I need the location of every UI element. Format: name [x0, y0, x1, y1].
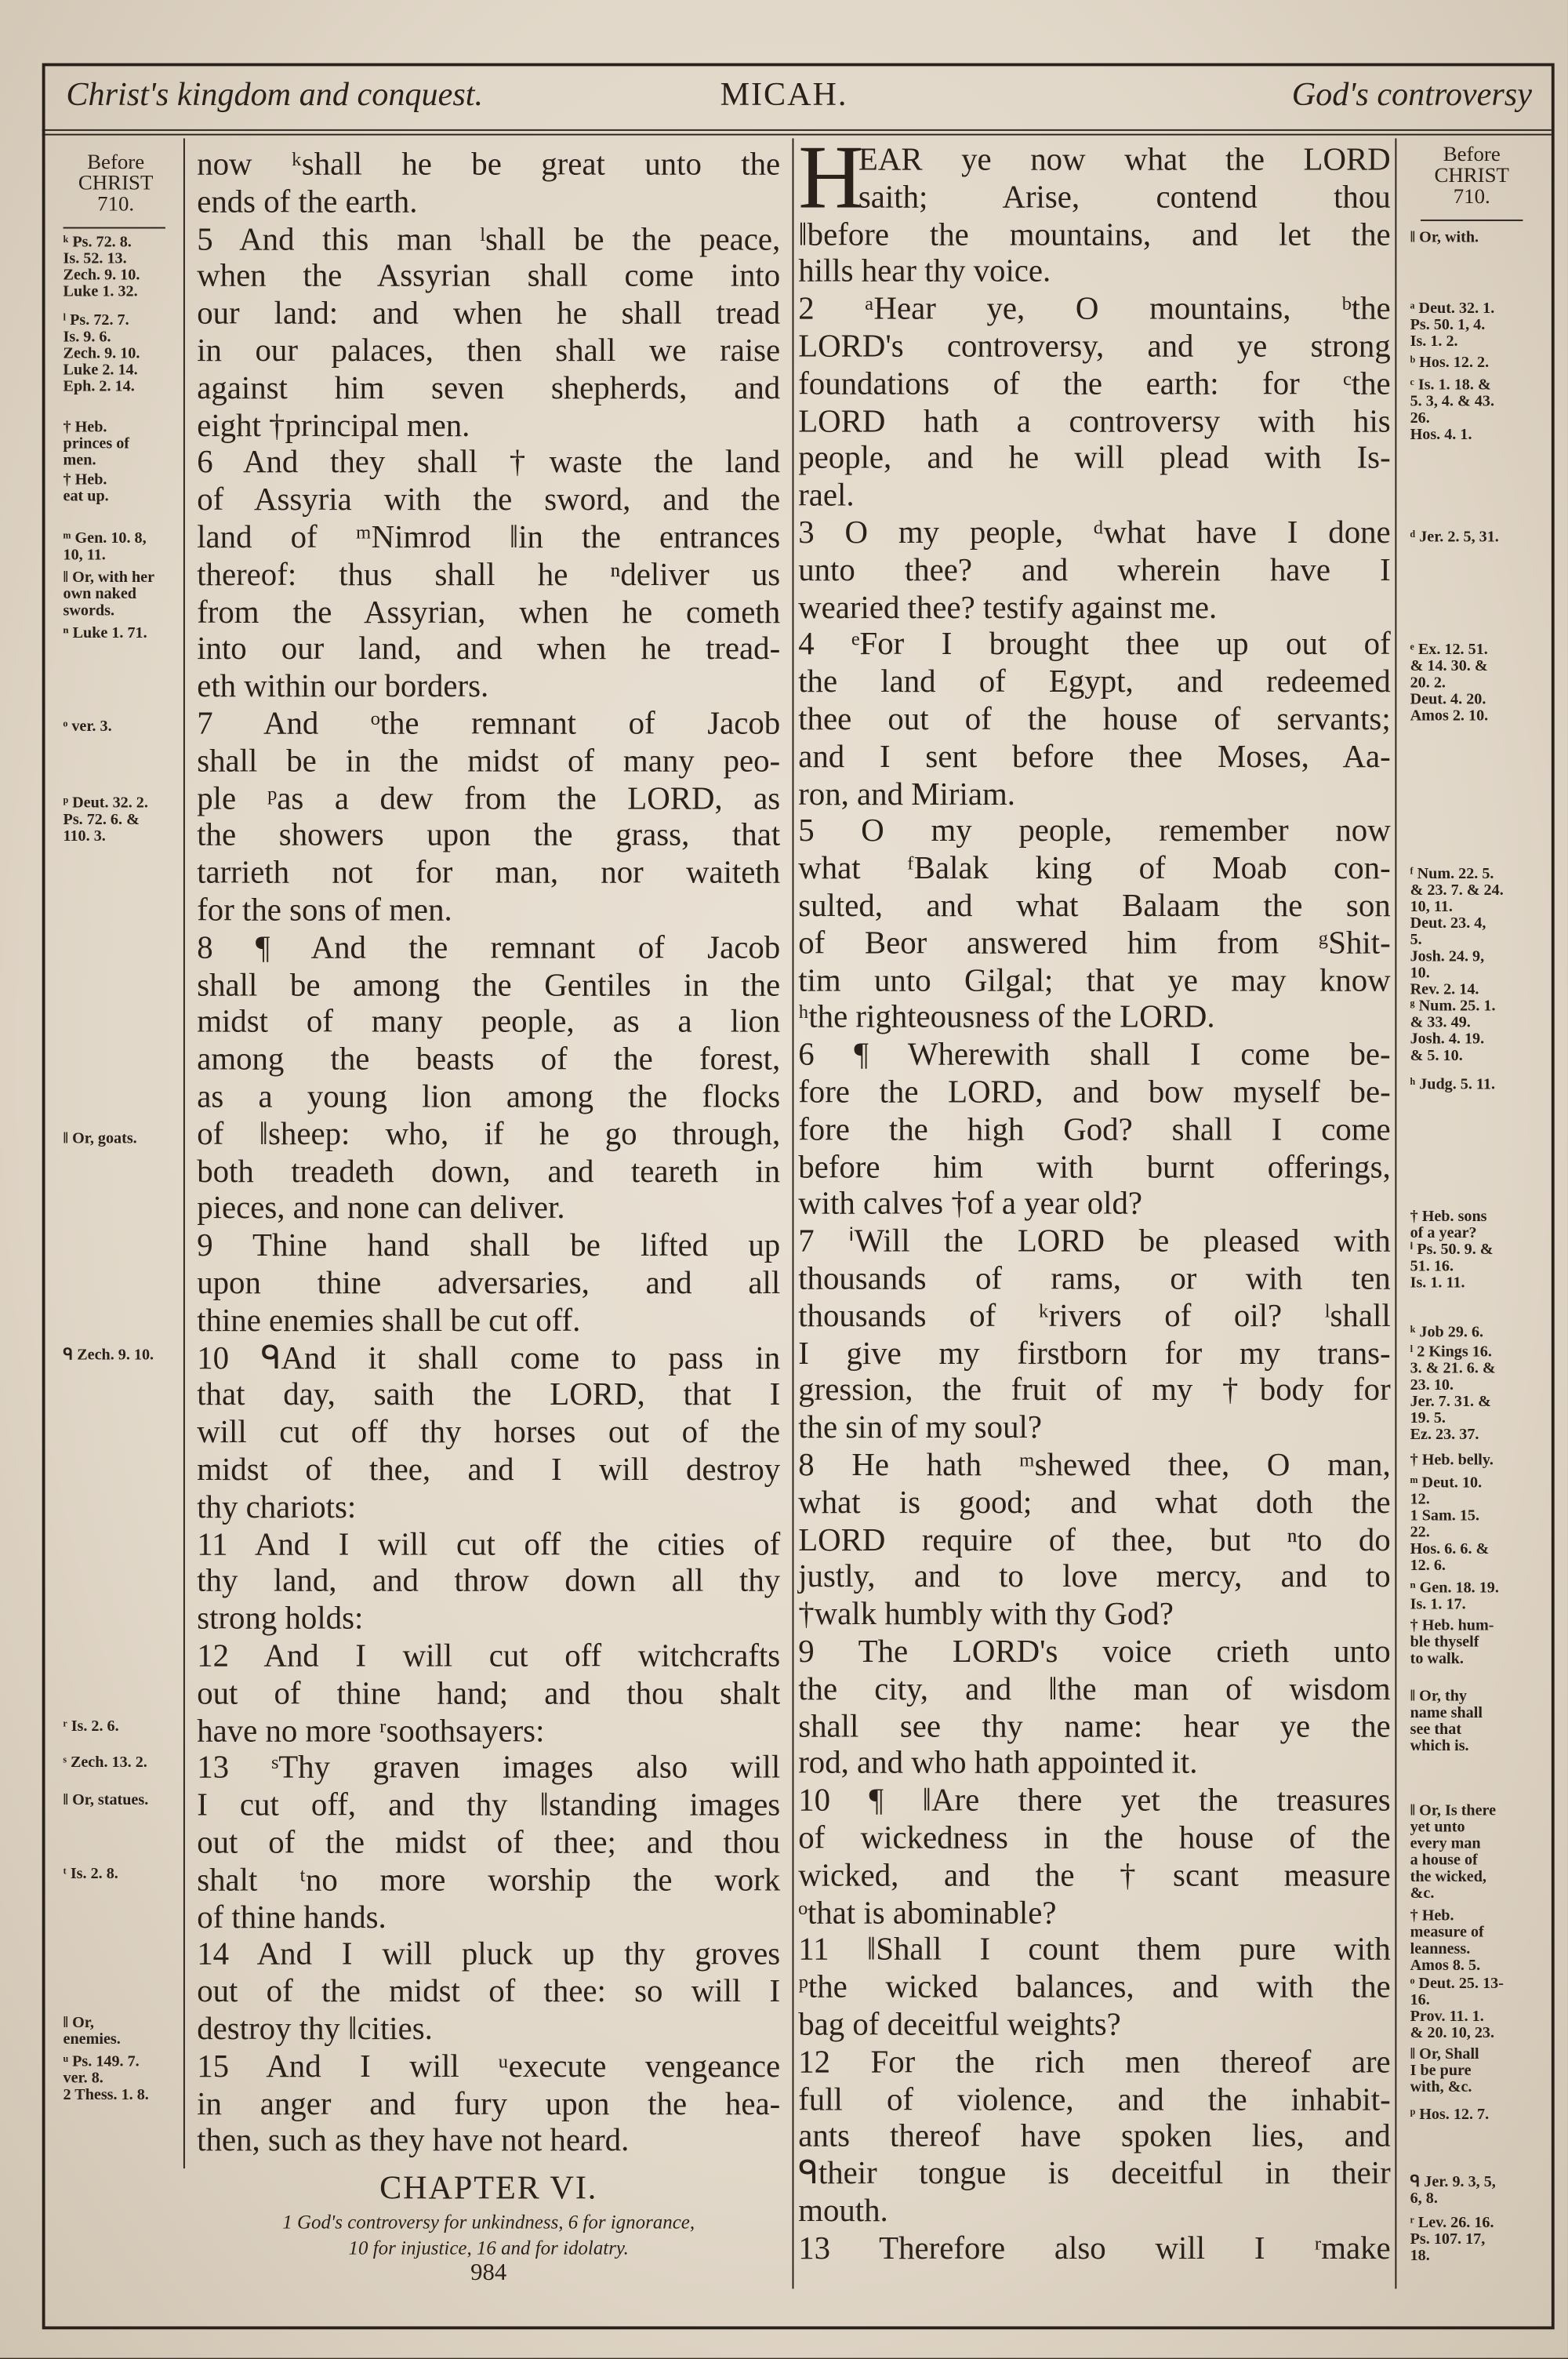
text-line: I give my firstborn for my trans-	[798, 1334, 1391, 1371]
text-line: 15 And I will ᵘexecute vengeance	[197, 2048, 781, 2085]
text-line: land of ᵐNimrod ‖in the entrances	[197, 518, 781, 555]
text-line: 6 ¶ Wherewith shall I come be-	[798, 1036, 1391, 1073]
text-line: 11 And I will cut off the cities of	[197, 1525, 781, 1562]
text-line: thee out of the house of servants;	[798, 700, 1391, 737]
column-divider	[183, 138, 185, 2168]
text-line: rod, and who hath appointed it.	[798, 1745, 1198, 1782]
text-line: out of thine hand; and thou shalt	[197, 1674, 781, 1711]
text-line: foundations of the earth: for ᶜthe	[798, 365, 1391, 402]
column-divider	[1395, 138, 1396, 2288]
text-line: of ‖sheep: who, if he go through,	[197, 1115, 781, 1152]
text-line: out of the midst of thee; and thou	[197, 1823, 781, 1860]
text-line: ᑫtheir tongue is deceitful in their	[798, 2155, 1391, 2192]
text-line: shalt ᵗno more worship the work	[197, 1861, 781, 1898]
text-line: 8 He hath ᵐshewed thee, O man,	[798, 1446, 1391, 1483]
margin-reference: † Heb. princes of men.	[63, 419, 129, 470]
text-line: out of the midst of thee: so will I	[197, 1973, 781, 2010]
text-line: of wickedness in the house of the	[798, 1819, 1391, 1856]
text-line: what is good; and what doth the	[798, 1484, 1391, 1521]
margin-reference: ⁿ Gen. 18. 19. Is. 1. 17.	[1410, 1580, 1499, 1614]
margin-reference: ᵍ Num. 25. 1. & 33. 49. Josh. 4. 19. & 5. 10.	[1410, 998, 1496, 1065]
text-line: have no more ʳsoothsayers:	[197, 1712, 545, 1749]
margin-reference: ᶜ Is. 1. 18. & 5. 3, 4. & 43. 26. Hos. 4. 1.	[1410, 377, 1494, 444]
margin-reference: ᵈ Jer. 2. 5, 31.	[1410, 529, 1499, 547]
margin-reference: † Heb. measure of leanness. Amos 8. 5.	[1410, 1908, 1484, 1975]
margin-reference: ᵖ Hos. 12. 7.	[1410, 2106, 1490, 2124]
text-line: LORD's controversy, and ye strong	[798, 328, 1391, 365]
text-line: pieces, and none can deliver.	[197, 1190, 565, 1227]
text-line: when the Assyrian shall come into	[197, 257, 781, 294]
era-label-right: Before CHRIST 710.	[1434, 144, 1509, 209]
text-line: 2 ᵃHear ye, O mountains, ᵇthe	[798, 290, 1391, 327]
text-line: fore the LORD, and bow myself be-	[798, 1074, 1391, 1110]
text-line: ‖before the mountains, and let the	[798, 216, 1391, 253]
book-title: MICAH.	[720, 75, 848, 113]
text-line: ron, and Miriam.	[798, 775, 1015, 812]
text-line: thy chariots:	[197, 1488, 357, 1525]
margin-reference: ᵇ Hos. 12. 2.	[1410, 354, 1490, 372]
era-rule	[1421, 220, 1523, 221]
margin-reference: ‖ Or, with.	[1410, 230, 1479, 247]
text-line: 5 O my people, remember now	[798, 812, 1391, 849]
text-line: eth within our borders.	[197, 667, 489, 704]
margin-reference: ᵒ ver. 3.	[63, 718, 112, 736]
text-line: justly, and to love mercy, and to	[798, 1558, 1391, 1595]
text-line: ᵒthat is abominable?	[798, 1894, 1057, 1931]
text-line: ple ᵖas a dew from the LORD, as	[197, 780, 781, 816]
text-line: rael.	[798, 477, 855, 514]
text-line: as a young lion among the flocks	[197, 1078, 781, 1114]
text-line: the showers upon the grass, that	[197, 816, 781, 853]
text-line: 12 And I will cut off witchcrafts	[197, 1637, 781, 1674]
margin-reference: ᵉ Ex. 12. 51. & 14. 30. & 20. 2. Deut. 4. 20. Amos 2. 10.	[1410, 642, 1489, 725]
text-line: full of violence, and the inhabit-	[798, 2081, 1391, 2117]
margin-reference: † Heb. belly.	[1410, 1452, 1494, 1470]
text-line: thousands of ᵏrivers of oil? ˡshall	[798, 1297, 1391, 1334]
text-line: 10 ᑫAnd it shall come to pass in	[197, 1339, 781, 1376]
text-line: wicked, and the †scant measure	[798, 1856, 1391, 1893]
text-line: 12 For the rich men thereof are	[798, 2043, 1391, 2080]
text-line: of thine hands.	[197, 1899, 387, 1936]
margin-reference: ⁿ Luke 1. 71.	[63, 625, 147, 642]
text-line: gression, the fruit of my †body for	[798, 1372, 1391, 1408]
margin-reference: ‖ Or, with her own naked swords.	[63, 569, 155, 620]
text-line: from the Assyrian, when he cometh	[197, 593, 781, 630]
chapter-summary-line: 10 for injustice, 16 and for idolatry.	[348, 2236, 629, 2259]
text-line: mouth.	[798, 2192, 888, 2229]
margin-reference: ‖ Or, Shall I be pure with, &c.	[1410, 2046, 1479, 2096]
era-rule	[64, 227, 165, 229]
margin-reference: ʰ Judg. 5. 11.	[1410, 1076, 1495, 1094]
chapter-heading: CHAPTER VI.	[379, 2168, 598, 2206]
text-line: 10 ¶ ‖Are there yet the treasures	[798, 1782, 1391, 1819]
drop-cap: H	[798, 127, 864, 227]
text-line: among the beasts of the forest,	[197, 1041, 781, 1078]
header-rule	[42, 129, 1552, 131]
text-line: 7 And ᵒthe remnant of Jacob	[197, 705, 781, 742]
text-line: shall see thy name: hear ye the	[798, 1707, 1391, 1744]
margin-reference: ‖ Or, goats.	[63, 1130, 137, 1148]
text-line: the city, and ‖the man of wisdom	[798, 1670, 1391, 1707]
text-line: eight †principal men.	[197, 406, 470, 443]
margin-reference: ᵐ Deut. 10. 12. 1 Sam. 15. 22. Hos. 6. 6. & 12. 6.	[1410, 1475, 1490, 1575]
margin-reference: ᶠ Num. 22. 5. & 23. 7. & 24. 10, 11. Deut. 23. 4, 5. Josh. 24. 9, 10. Rev. 2. 14.	[1410, 866, 1504, 999]
text-line: ᵖthe wicked balances, and with the	[798, 1968, 1391, 2005]
margin-reference: ‖ Or, thy name shall see that which is.	[1410, 1688, 1483, 1755]
margin-reference: ⁱ Ps. 50. 9. & 51. 16. Is. 1. 11.	[1410, 1241, 1494, 1292]
era-label-left: Before CHRIST 710.	[78, 151, 154, 217]
text-line: our land: and when he shall tread	[197, 295, 781, 332]
text-line: wearied thee? testify against me.	[798, 588, 1218, 625]
text-line: and I sent before thee Moses, Aa-	[798, 738, 1391, 775]
text-line: LORD hath a controversy with his	[798, 402, 1391, 439]
text-line: midst of many people, as a lion	[197, 1003, 781, 1040]
text-line: before him with burnt offerings,	[798, 1148, 1391, 1185]
text-line: sulted, and what Balaam the son	[798, 887, 1391, 924]
text-line: what ᶠBalak king of Moab con-	[798, 849, 1391, 886]
page-number: 984	[470, 2260, 507, 2286]
margin-reference: ᵖ Deut. 32. 2. Ps. 72. 6. & 110. 3.	[63, 795, 148, 845]
chapter-summary-line: 1 God's controversy for unkindness, 6 for ignorance,	[282, 2210, 695, 2234]
text-line: LORD require of thee, but ⁿto do	[798, 1521, 1391, 1558]
text-line: people, and he will plead with Is-	[798, 439, 1391, 476]
text-line: ants thereof have spoken lies, and	[798, 2117, 1391, 2154]
text-line: shall be among the Gentiles in the	[197, 966, 781, 1003]
text-line: the sin of my soul?	[798, 1409, 1042, 1446]
header-rule	[42, 134, 1552, 136]
text-line: strong holds:	[197, 1600, 364, 1637]
text-line: thereof: thus shall he ⁿdeliver us	[197, 556, 781, 593]
margin-reference: ʳ Lev. 26. 16. Ps. 107. 17, 18.	[1410, 2215, 1494, 2265]
margin-reference: ᵗ Is. 2. 8.	[63, 1866, 118, 1883]
text-line: I cut off, and thy ‖standing images	[197, 1787, 781, 1823]
text-line: now ᵏshall he be great unto the	[197, 145, 781, 183]
text-line: †walk humbly with thy God?	[798, 1595, 1174, 1632]
text-line: hills hear thy voice.	[798, 253, 1051, 289]
margin-reference: ᑫ Jer. 9. 3, 5, 6, 8.	[1410, 2174, 1496, 2208]
text-line: against him seven shepherds, and	[197, 369, 781, 406]
text-line: tim unto Gilgal; that ye may know	[798, 961, 1391, 998]
margin-reference: ʳ Is. 2. 6.	[63, 1718, 119, 1736]
running-head-right: God's controversy	[1291, 75, 1532, 113]
text-line: 7 ⁱWill the LORD be pleased with	[798, 1223, 1391, 1259]
text-line: of Assyria with the sword, and the	[197, 481, 781, 518]
margin-reference: ‖ Or, Is there yet unto every man a house of the wicked, &c.	[1410, 1803, 1497, 1903]
text-line: midst of thee, and I will destroy	[197, 1451, 781, 1488]
margin-reference: ᵏ Ps. 72. 8. Is. 52. 13. Zech. 9. 10. Luke 1. 32.	[63, 234, 140, 301]
text-line: for the sons of men.	[197, 892, 452, 929]
text-line: 14 And I will pluck up thy groves	[197, 1936, 781, 1972]
column-divider	[793, 138, 794, 2288]
text-line: 13 ˢThy graven images also will	[197, 1749, 781, 1786]
margin-reference: ᵒ Deut. 25. 13- 16. Prov. 11. 1. & 20. 10, 23.	[1410, 1976, 1504, 2042]
margin-reference: † Heb. sons of a year?	[1410, 1209, 1487, 1242]
margin-reference: ᵃ Deut. 32. 1. Ps. 50. 1, 4. Is. 1. 2.	[1410, 300, 1495, 351]
text-line: will cut off thy horses out of the	[197, 1413, 781, 1450]
text-line: thine enemies shall be cut off.	[197, 1302, 581, 1339]
text-line: 9 Thine hand shall be lifted up	[197, 1227, 781, 1264]
text-line: both treadeth down, and teareth in	[197, 1152, 781, 1189]
text-line: that day, saith the LORD, that I	[197, 1376, 781, 1413]
text-line: 8 ¶ And the remnant of Jacob	[197, 929, 781, 965]
margin-reference: ᵏ Job 29. 6.	[1410, 1325, 1484, 1342]
text-line: fore the high God? shall I come	[798, 1110, 1391, 1147]
text-line: 4 ᵉFor I brought thee up out of	[798, 626, 1391, 663]
margin-reference: ᵐ Gen. 10. 8, 10, 11.	[63, 530, 147, 565]
text-line: unto thee? and wherein have I	[798, 551, 1391, 588]
text-line: EAR ye now what the LORD	[858, 141, 1391, 178]
margin-reference: ˡ Ps. 72. 7. Is. 9. 6. Zech. 9. 10. Luke 2. 14. Eph. 2. 14.	[63, 312, 140, 396]
margin-reference: ᑫ Zech. 9. 10.	[63, 1347, 154, 1365]
text-line: thy land, and throw down all thy	[197, 1563, 781, 1600]
text-line: 6 And they shall †waste the land	[197, 444, 781, 481]
margin-reference: ‖ Or, statues.	[63, 1792, 149, 1809]
text-line: destroy thy ‖cities.	[197, 2010, 433, 2047]
text-line: the land of Egypt, and redeemed	[798, 663, 1391, 700]
text-line: 11 ‖Shall I count them pure with	[798, 1931, 1391, 1968]
running-head-left: Christ's kingdom and conquest.	[66, 75, 484, 113]
margin-reference: ˢ Zech. 13. 2.	[63, 1754, 147, 1772]
text-line: thousands of rams, or with ten	[798, 1259, 1391, 1296]
text-line: upon thine adversaries, and all	[197, 1264, 781, 1301]
text-line: ends of the earth.	[197, 183, 418, 220]
text-line: ʰthe righteousness of the LORD.	[798, 998, 1215, 1035]
margin-reference: † Heb. hum- ble thyself to walk.	[1410, 1618, 1494, 1668]
text-line: then, such as they have not heard.	[197, 2122, 630, 2159]
text-line: 9 The LORD's voice crieth unto	[798, 1633, 1391, 1670]
text-line: 5 And this man ˡshall be the peace,	[197, 220, 781, 257]
margin-reference: ‖ Or, enemies.	[63, 2015, 121, 2048]
margin-reference: ᵘ Ps. 149. 7. ver. 8. 2 Thess. 1. 8.	[63, 2054, 149, 2104]
text-line: of Beor answered him from ᵍShit-	[798, 924, 1391, 961]
text-line: in our palaces, then shall we raise	[197, 332, 781, 369]
margin-reference: ˡ 2 Kings 16. 3. & 21. 6. & 23. 10. Jer. 7. 31. & 19. 5. Ez. 23. 37.	[1410, 1344, 1496, 1444]
text-line: bag of deceitful weights?	[798, 2005, 1121, 2042]
margin-reference: † Heb. eat up.	[63, 472, 109, 506]
text-line: into our land, and when he tread-	[197, 631, 781, 667]
text-line: 13 Therefore also will I ʳmake	[798, 2230, 1391, 2266]
text-line: saith; Arise, contend thou	[858, 178, 1391, 215]
text-line: shall be in the midst of many peo-	[197, 742, 781, 779]
text-line: tarrieth not for man, nor waiteth	[197, 854, 781, 891]
text-line: with calves †of a year old?	[798, 1185, 1143, 1222]
text-line: 3 O my people, ᵈwhat have I done	[798, 514, 1391, 551]
text-line: in anger and fury upon the hea-	[197, 2085, 781, 2121]
